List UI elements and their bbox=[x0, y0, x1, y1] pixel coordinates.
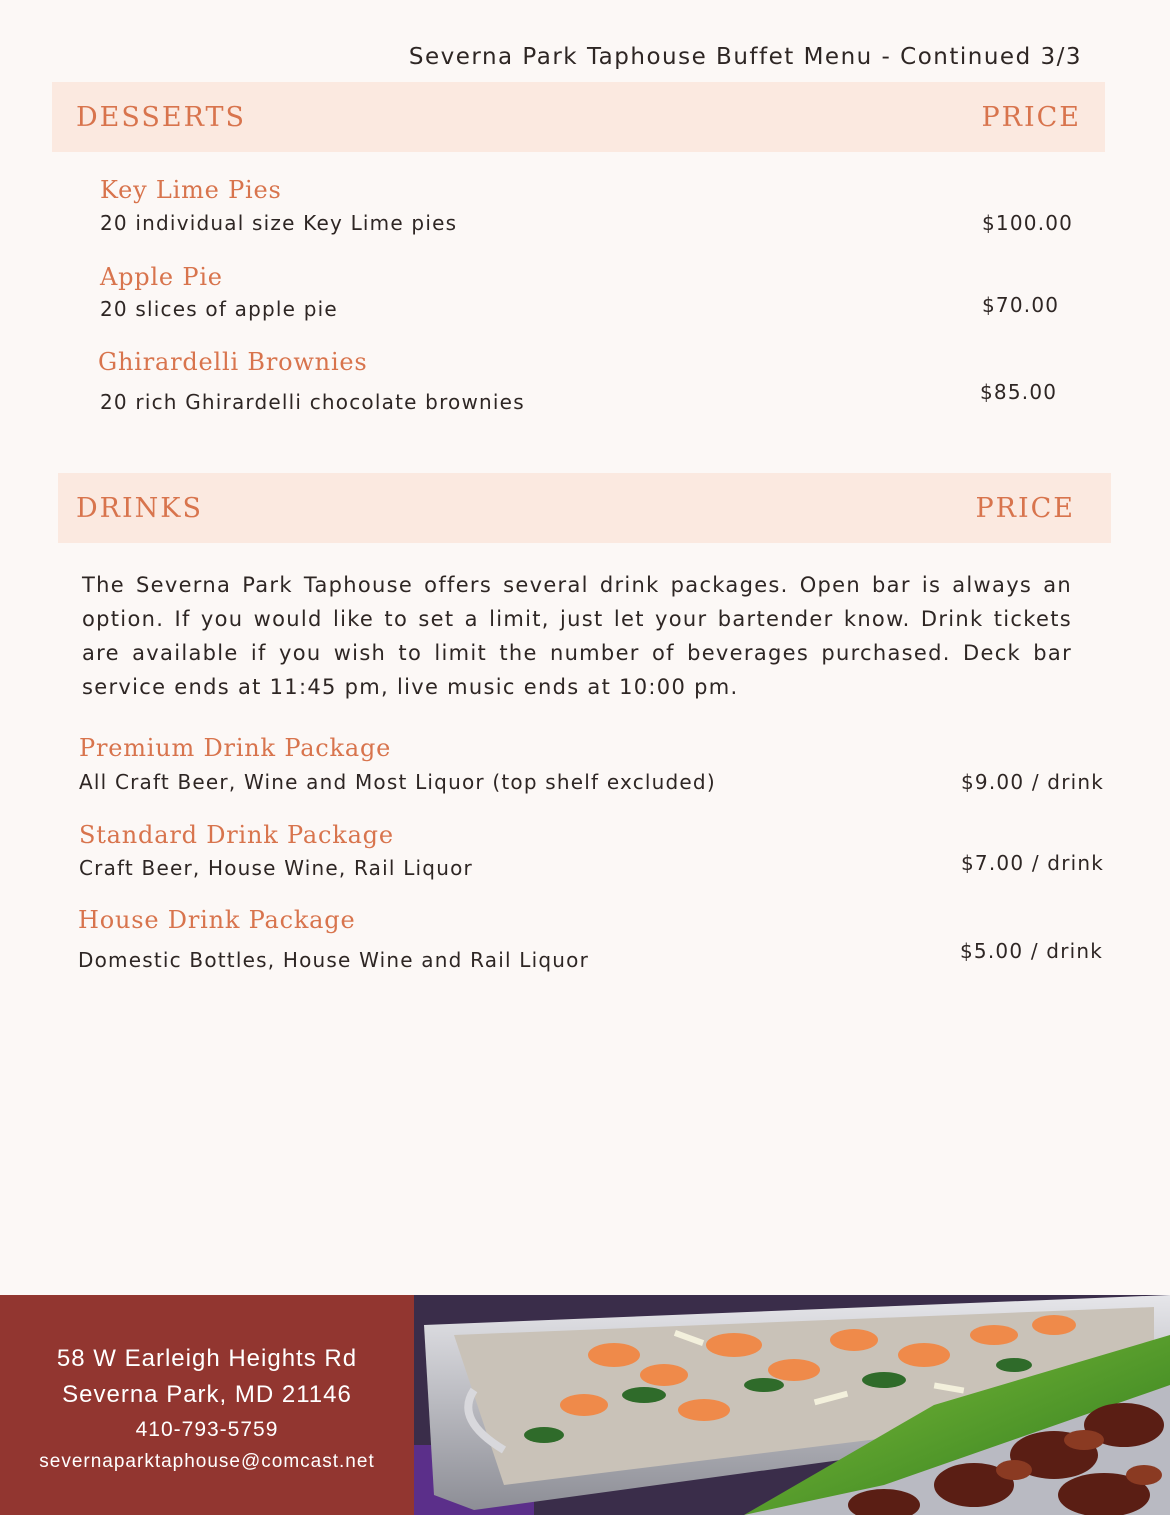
drink-package-price: $7.00 / drink bbox=[961, 851, 1105, 875]
drinks-price-heading: PRICE bbox=[975, 492, 1075, 524]
dessert-item-desc: 20 rich Ghirardelli chocolate brownies bbox=[100, 390, 525, 414]
desserts-section-header bbox=[52, 82, 1105, 152]
address-line-1: 58 W Earleigh Heights Rd bbox=[56, 1345, 358, 1372]
phone-number: 410-793-5759 bbox=[135, 1418, 279, 1441]
drink-package-desc: Craft Beer, House Wine, Rail Liquor bbox=[79, 856, 473, 880]
dessert-item-price: $70.00 bbox=[982, 293, 1060, 317]
dessert-item-price: $100.00 bbox=[982, 211, 1074, 235]
footer-contact-block bbox=[0, 1295, 414, 1515]
dessert-item-desc: 20 individual size Key Lime pies bbox=[100, 211, 458, 235]
buffet-food-illustration bbox=[414, 1295, 1170, 1515]
buffet-food-photo bbox=[414, 1295, 1170, 1515]
dessert-item-price: $85.00 bbox=[980, 380, 1058, 404]
page-header-title: Severna Park Taphouse Buffet Menu - Continued 3/3 bbox=[408, 44, 1082, 70]
drinks-heading: DRINKS bbox=[76, 492, 203, 524]
desserts-heading: DESSERTS bbox=[76, 101, 246, 133]
dessert-item-name: Apple Pie bbox=[100, 263, 223, 291]
drink-package-name: Standard Drink Package bbox=[79, 821, 394, 849]
dessert-item-name: Ghirardelli Brownies bbox=[98, 348, 368, 376]
drinks-section-header bbox=[58, 473, 1111, 543]
dessert-item-name: Key Lime Pies bbox=[100, 176, 282, 204]
drink-package-desc: All Craft Beer, Wine and Most Liquor (top shelf excluded) bbox=[79, 770, 716, 794]
address-line-2: Severna Park, MD 21146 bbox=[62, 1381, 352, 1408]
drink-package-price: $9.00 / drink bbox=[961, 770, 1105, 794]
drink-package-desc: Domestic Bottles, House Wine and Rail Liquor bbox=[78, 948, 589, 972]
drink-package-name: Premium Drink Package bbox=[79, 734, 392, 762]
drink-package-name: House Drink Package bbox=[78, 906, 356, 934]
drinks-intro-paragraph: The Severna Park Taphouse offers several drink packages. Open bar is always an option. If you would like to set a limit, just let your bartender know. Drink tickets are available if you wish to limit the number of beverages purchased. Deck bar service ends at 11:45 pm, live music ends at 10:00 pm. bbox=[82, 573, 1072, 699]
drink-package-price: $5.00 / drink bbox=[960, 939, 1104, 963]
dessert-item-desc: 20 slices of apple pie bbox=[100, 297, 338, 321]
desserts-price-heading: PRICE bbox=[981, 101, 1081, 133]
email-address: severnaparktaphouse@comcast.net bbox=[39, 1451, 375, 1472]
